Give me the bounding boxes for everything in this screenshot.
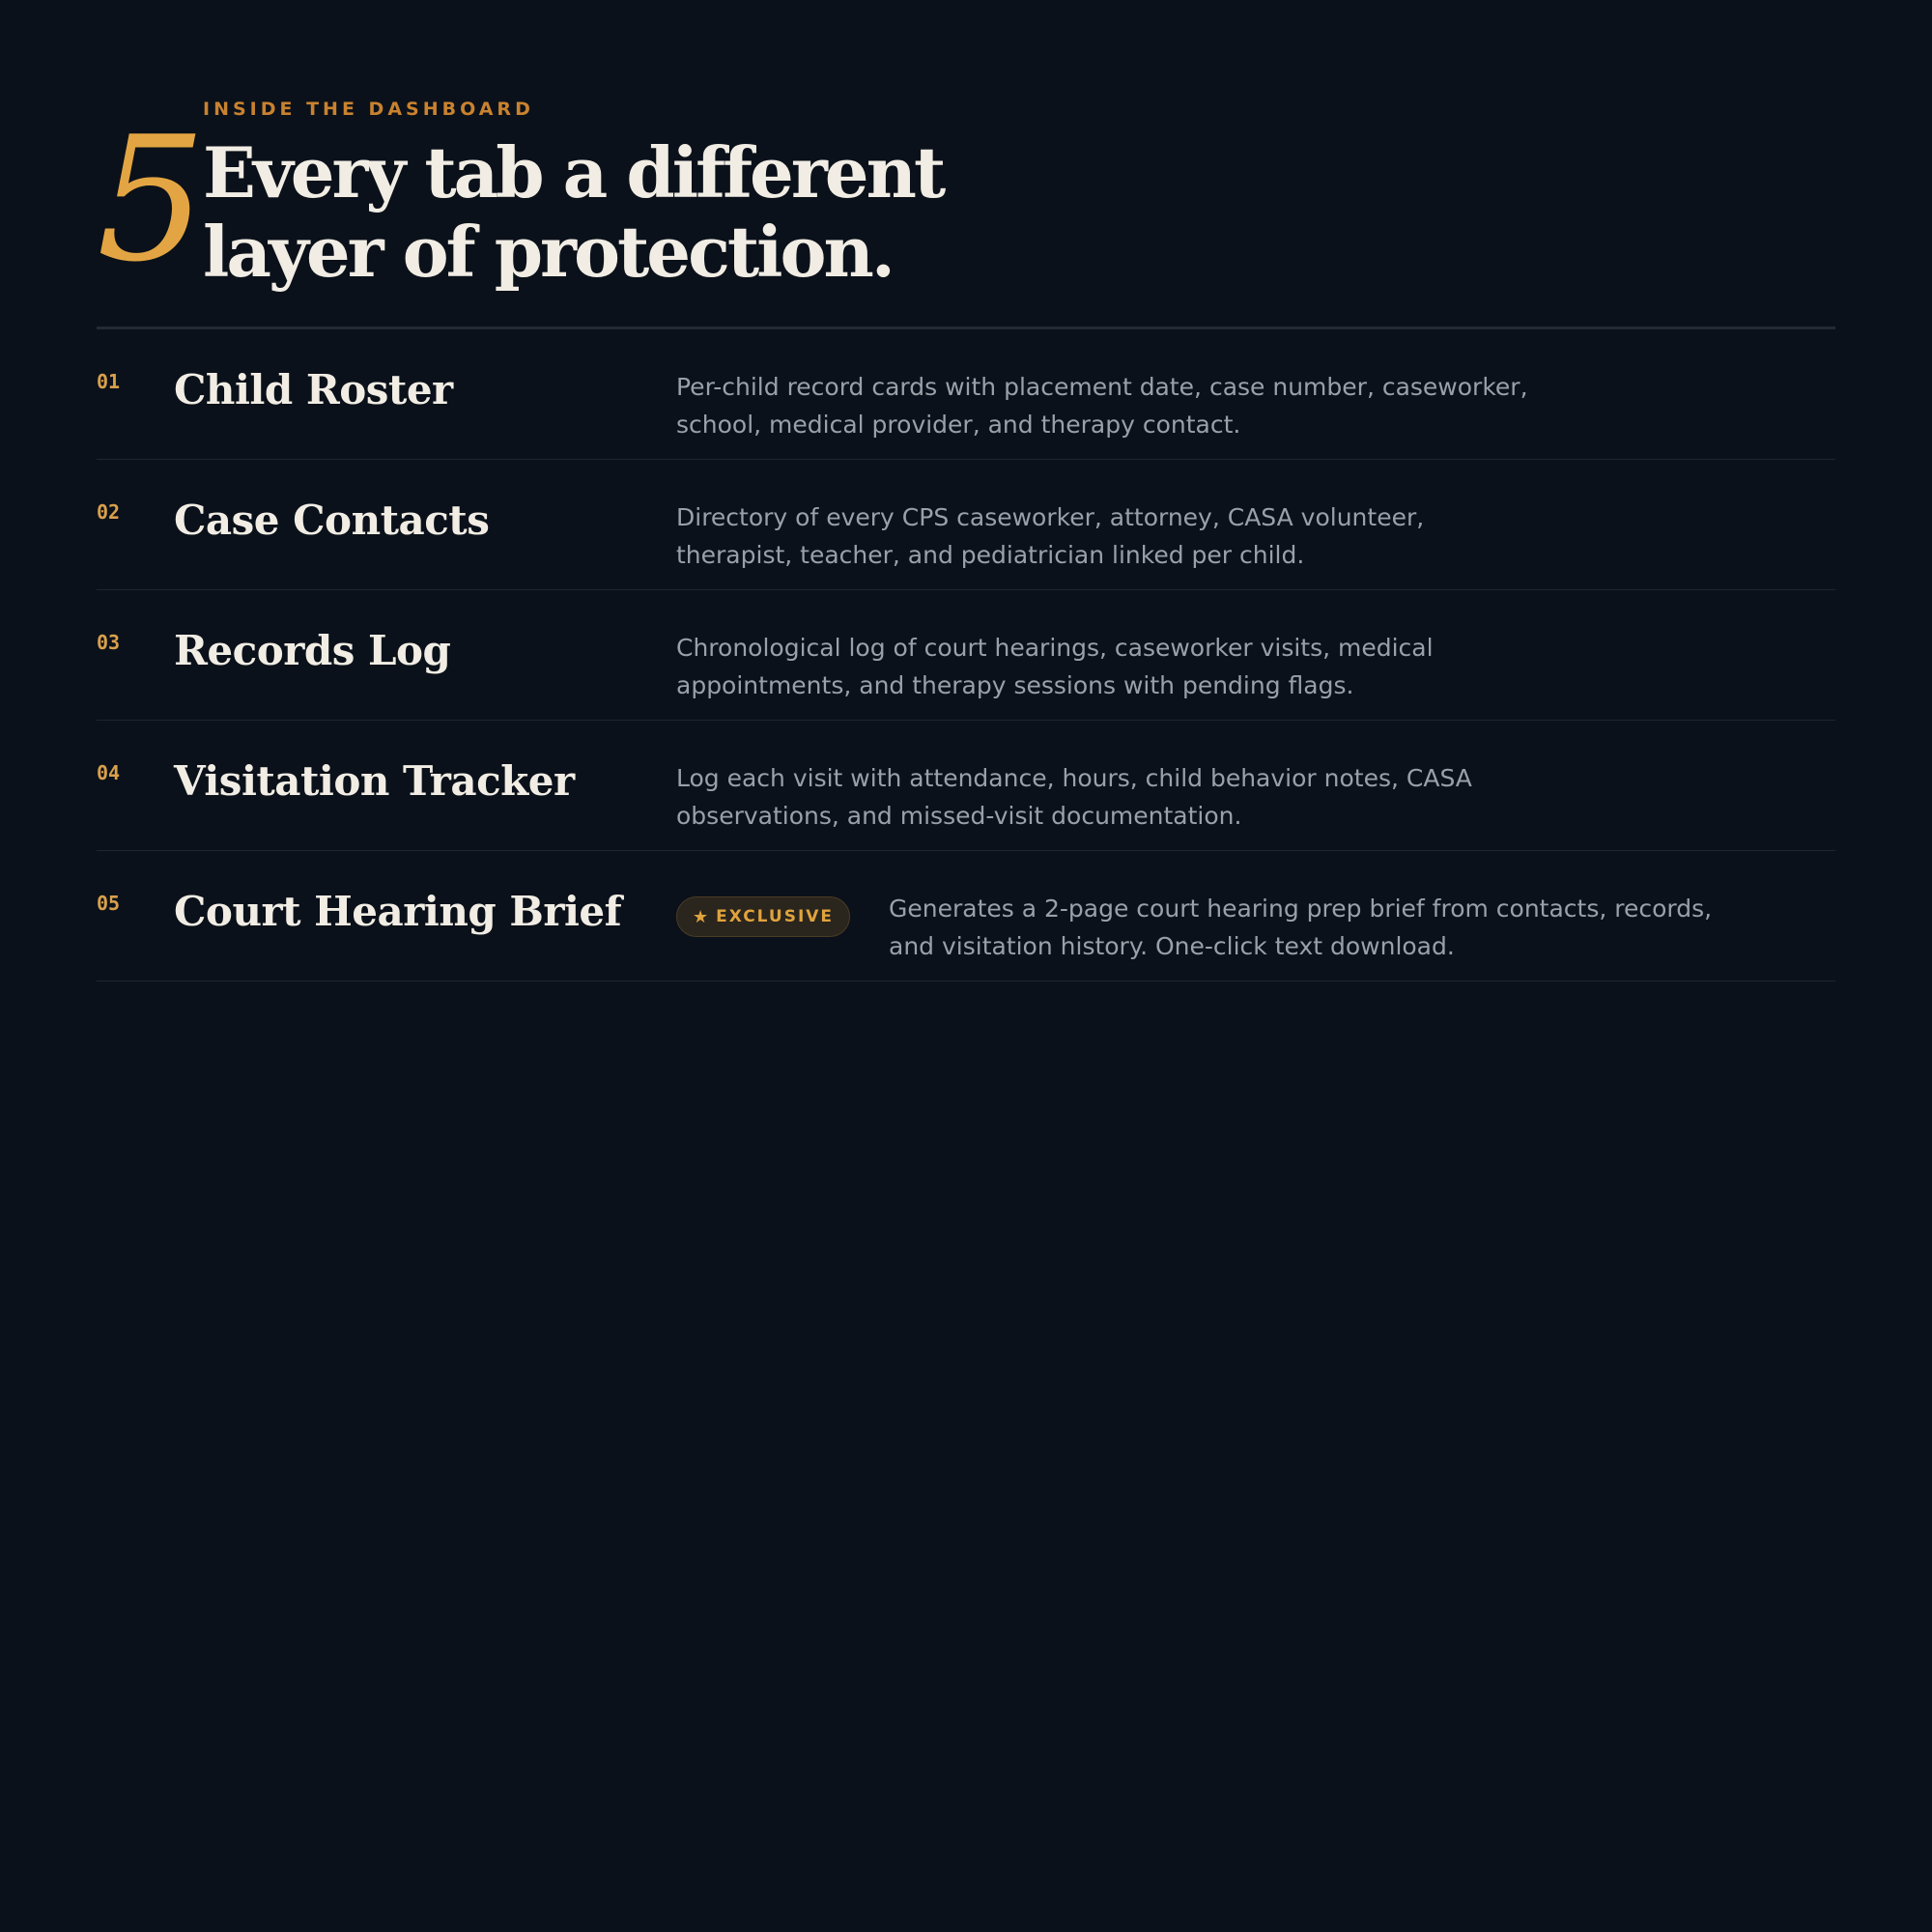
headline-line-1: Every tab a different	[203, 131, 944, 213]
tab-description: Per-child record cards with placement date, case number, caseworker, school, medical provider, and therapy contact.	[676, 373, 1528, 439]
exclusive-badge	[676, 896, 850, 937]
tab-row-visitation-tracker	[97, 721, 1835, 851]
tab-title: Child Roster	[174, 366, 453, 413]
feature-count-numeral: 5	[97, 99, 207, 299]
tab-description: Chronological log of court hearings, caseworker visits, medical appointments, and therapy sessions with pending flags.	[676, 634, 1434, 699]
tab-list	[97, 329, 1835, 981]
badge-label: EXCLUSIVE	[716, 907, 835, 926]
tab-number: 05	[97, 892, 121, 915]
tab-number: 02	[97, 500, 121, 524]
tab-title: Court Hearing Brief	[174, 888, 622, 935]
tab-number: 04	[97, 761, 121, 784]
tab-title: Visitation Tracker	[174, 757, 575, 805]
tab-description: Directory of every CPS caseworker, attorney, CASA volunteer, therapist, teacher, and pediatrician linked per child.	[676, 503, 1425, 569]
tab-row-court-hearing-brief	[97, 851, 1835, 981]
tab-title: Records Log	[174, 627, 451, 674]
headline-line-2: layer of protection.	[203, 211, 893, 293]
tab-row-records-log	[97, 590, 1835, 721]
tab-number: 01	[97, 370, 121, 393]
eyebrow-label: INSIDE THE DASHBOARD	[203, 99, 534, 120]
tab-row-case-contacts	[97, 460, 1835, 590]
tab-description: Generates a 2-page court hearing prep brief from contacts, records, and visitation history. One-click text download.	[889, 895, 1713, 960]
tab-description: Log each visit with attendance, hours, child behavior notes, CASA observations, and missed-visit documentation.	[676, 764, 1472, 830]
tab-row-child-roster	[97, 329, 1835, 460]
star-icon: ★	[692, 906, 709, 927]
section-headline	[203, 133, 943, 292]
tab-number: 03	[97, 631, 121, 654]
tab-title: Case Contacts	[174, 497, 490, 544]
section-header	[97, 0, 1835, 329]
